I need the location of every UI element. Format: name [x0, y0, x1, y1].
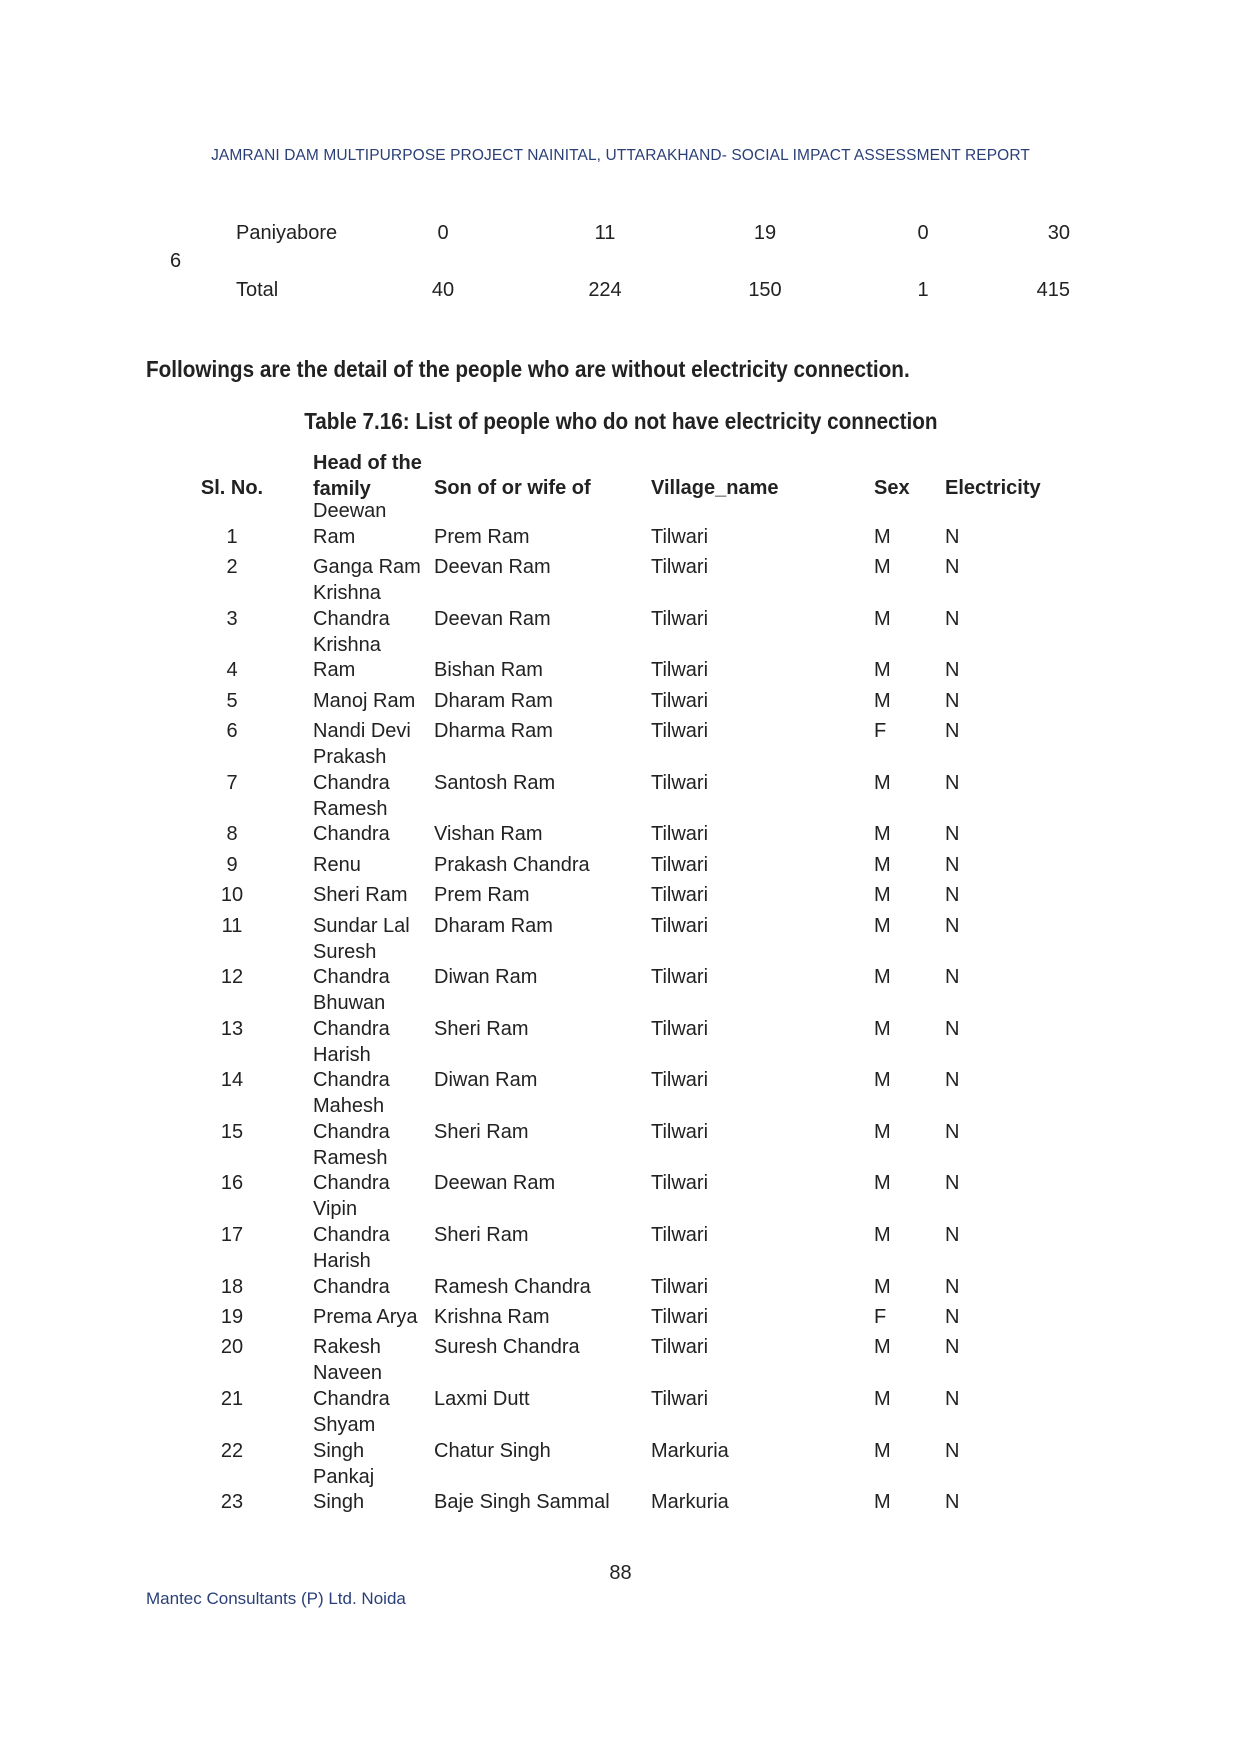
table-row — [0, 1148, 1241, 1200]
row-son-or-wife-of: Prakash Chandra — [434, 853, 590, 876]
row-sl-no: 13 — [220, 1017, 244, 1040]
row-sl-no: 14 — [220, 1069, 244, 1092]
table-row — [0, 1200, 1241, 1252]
row-son-or-wife-of: Dharma Ram — [434, 720, 553, 743]
row-sex: M — [874, 966, 891, 989]
row-sex: M — [874, 1491, 891, 1514]
row-son-or-wife-of: Diwan Ram — [434, 966, 538, 989]
table-row — [0, 748, 1241, 800]
table-caption-text: Table 7.16: List of people who do not have electricity connection — [303, 408, 938, 434]
row-village-name: Tilwari — [651, 966, 709, 989]
row-electricity: N — [945, 853, 960, 876]
row-village-name: Tilwari — [651, 823, 709, 846]
footer-text: Mantec Consultants (P) Ltd. Noida — [146, 1589, 406, 1608]
row-sex: M — [874, 853, 891, 876]
row-village-name: Tilwari — [651, 607, 709, 630]
table-row — [0, 553, 1241, 583]
row-son-or-wife-of: Sheri Ram — [434, 1017, 529, 1040]
table-row — [0, 500, 1241, 553]
row-village-name: Tilwari — [651, 556, 709, 579]
row-head-of-family: Sheri Ram — [313, 884, 408, 907]
table-row — [0, 1252, 1241, 1304]
row-village-name: Tilwari — [651, 1306, 709, 1329]
row-sex: M — [874, 1439, 891, 1462]
table-row — [0, 1467, 1241, 1519]
row-head-of-family: Manoj Ram — [313, 689, 416, 712]
row-village-name: Tilwari — [651, 1388, 709, 1411]
row-village-name: Tilwari — [651, 525, 709, 548]
row-son-or-wife-of: Diwan Ram — [434, 1069, 538, 1092]
table-body — [0, 500, 1241, 1519]
row-electricity: N — [945, 1120, 960, 1143]
row-sex: M — [874, 1017, 891, 1040]
table-row — [0, 799, 1241, 851]
row-son-or-wife-of: Vishan Ram — [434, 823, 543, 846]
row-head-of-family: Krishna Chandra — [313, 582, 390, 630]
row-sl-no: 5 — [226, 689, 238, 712]
row-village-name: Tilwari — [651, 1120, 709, 1143]
row-head-of-family: Rakesh — [313, 1336, 381, 1359]
column-header-son-or-wife-of: Son of or wife of — [434, 477, 591, 499]
row-son-or-wife-of: Deewan Ram — [434, 1172, 556, 1195]
row-village-name: Markuria — [651, 1491, 729, 1514]
row-son-or-wife-of: Ramesh Chandra — [434, 1275, 591, 1298]
row-son-or-wife-of: Krishna Ram — [434, 1306, 550, 1329]
row-sex: M — [874, 914, 891, 937]
row-sl-no: 12 — [220, 966, 244, 989]
row-electricity: N — [945, 1336, 960, 1359]
row-son-or-wife-of: Laxmi Dutt — [434, 1388, 530, 1411]
row-electricity: N — [945, 914, 960, 937]
row-son-or-wife-of: Deevan Ram — [434, 607, 551, 630]
row-electricity: N — [945, 1306, 960, 1329]
row-head-of-family: Prema Arya — [313, 1306, 418, 1329]
row-head-of-family: Ramesh Chandra — [313, 797, 390, 846]
summary-row-name: Total — [236, 279, 279, 301]
row-sex: M — [874, 607, 891, 630]
row-sex: M — [874, 771, 891, 794]
row-sex: M — [874, 1388, 891, 1411]
table-row — [0, 584, 1241, 636]
row-sl-no: 17 — [220, 1224, 244, 1247]
row-head-of-family: Bhuwan Chandra — [313, 992, 390, 1040]
row-son-or-wife-of: Sheri Ram — [434, 1120, 529, 1143]
row-head-of-family: Nandi Devi — [313, 720, 411, 743]
row-electricity: N — [945, 1275, 960, 1298]
table-row — [0, 687, 1241, 717]
report-header: JAMRANI DAM MULTIPURPOSE PROJECT NAINITAL, UTTARAKHAND- SOCIAL IMPACT ASSESSMENT REPORT — [211, 147, 1030, 164]
column-header-sl-no: Sl. No. — [200, 477, 264, 499]
row-sex: F — [874, 720, 887, 743]
summary-serial: 6 — [170, 250, 182, 272]
summary-cell: 1 — [917, 279, 929, 301]
row-sl-no: 3 — [226, 607, 238, 630]
row-sex: M — [874, 884, 891, 907]
row-electricity: N — [945, 689, 960, 712]
row-sl-no: 18 — [220, 1275, 244, 1298]
table-row — [0, 717, 1241, 747]
row-head-of-family: Naveen Chandra — [313, 1362, 390, 1411]
row-village-name: Tilwari — [651, 1017, 709, 1040]
row-village-name: Tilwari — [651, 1275, 709, 1298]
row-sex: M — [874, 556, 891, 579]
row-electricity: N — [945, 1491, 960, 1514]
row-electricity: N — [945, 720, 960, 743]
row-son-or-wife-of: Suresh Chandra — [434, 1336, 580, 1359]
summary-cell: 40 — [431, 279, 455, 301]
table-row — [0, 1416, 1241, 1468]
row-head-of-family: Harish Chandra — [313, 1043, 390, 1092]
table-row — [0, 994, 1241, 1046]
row-sex: M — [874, 689, 891, 712]
row-head-of-family: Mahesh Chandra — [313, 1095, 390, 1143]
row-head-of-family: Sundar Lal — [313, 914, 410, 937]
row-village-name: Tilwari — [651, 771, 709, 794]
row-electricity: N — [945, 1439, 960, 1462]
column-header-village-name: Village_name — [651, 477, 779, 499]
row-sl-no: 16 — [220, 1172, 244, 1195]
row-electricity: N — [945, 1069, 960, 1092]
row-son-or-wife-of: Deevan Ram — [434, 556, 551, 579]
summary-cell: 0 — [437, 222, 449, 244]
column-header-sex: Sex — [874, 477, 910, 499]
row-head-of-family: Krishna Ram — [313, 633, 381, 682]
row-head-of-family: Ganga Ram — [313, 556, 421, 579]
row-village-name: Tilwari — [651, 689, 709, 712]
row-electricity: N — [945, 884, 960, 907]
row-village-name: Markuria — [651, 1439, 729, 1462]
row-electricity: N — [945, 1017, 960, 1040]
row-village-name: Tilwari — [651, 1224, 709, 1247]
row-sex: M — [874, 525, 891, 548]
summary-cell: 19 — [753, 222, 777, 244]
row-sl-no: 1 — [226, 525, 238, 548]
row-sl-no: 19 — [220, 1306, 244, 1329]
row-electricity: N — [945, 659, 960, 682]
table-row — [0, 912, 1241, 942]
row-electricity: N — [945, 823, 960, 846]
row-head-of-family: Suresh Chandra — [313, 940, 390, 989]
row-son-or-wife-of: Dharam Ram — [434, 914, 553, 937]
summary-cell: 224 — [588, 279, 622, 301]
row-village-name: Tilwari — [651, 884, 709, 907]
table-row — [0, 1045, 1241, 1097]
row-sex: M — [874, 1224, 891, 1247]
row-sl-no: 23 — [220, 1491, 244, 1514]
row-sl-no: 7 — [226, 771, 238, 794]
row-head-of-family: Renu — [313, 853, 361, 876]
row-son-or-wife-of: Chatur Singh — [434, 1439, 551, 1462]
table-caption — [0, 408, 1241, 435]
row-son-or-wife-of: Prem Ram — [434, 525, 530, 548]
row-head-of-family: Prakash Chandra — [313, 746, 390, 794]
table-row — [0, 1097, 1241, 1149]
row-sex: M — [874, 1172, 891, 1195]
row-son-or-wife-of: Santosh Ram — [434, 771, 556, 794]
row-village-name: Tilwari — [651, 1069, 709, 1092]
row-son-or-wife-of: Baje Singh Sammal — [434, 1491, 610, 1514]
row-electricity: N — [945, 607, 960, 630]
summary-cell: 415 — [1036, 279, 1070, 301]
row-sl-no: 6 — [226, 720, 238, 743]
summary-table — [150, 217, 1070, 307]
row-head-of-family: Harish Chandra — [313, 1250, 390, 1298]
table-row — [0, 1334, 1241, 1364]
row-electricity: N — [945, 556, 960, 579]
row-village-name: Tilwari — [651, 1172, 709, 1195]
summary-row-name: Paniyabore — [236, 222, 338, 244]
row-electricity: N — [945, 1224, 960, 1247]
row-sl-no: 20 — [220, 1336, 244, 1359]
row-village-name: Tilwari — [651, 720, 709, 743]
row-village-name: Tilwari — [651, 1336, 709, 1359]
summary-cell: 150 — [748, 279, 782, 301]
row-head-of-family: Ramesh Chandra — [313, 1146, 390, 1195]
row-head-of-family: Shyam Singh — [313, 1414, 376, 1462]
row-village-name: Tilwari — [651, 659, 709, 682]
column-header-head-of-family: Head of the family — [313, 452, 422, 500]
row-son-or-wife-of: Bishan Ram — [434, 659, 543, 682]
column-header-electricity: Electricity — [945, 477, 1041, 499]
row-head-of-family: Deewan Ram — [313, 500, 387, 548]
row-son-or-wife-of: Prem Ram — [434, 884, 530, 907]
row-sl-no: 10 — [220, 884, 244, 907]
table-row — [0, 635, 1241, 687]
row-sl-no: 2 — [226, 556, 238, 579]
row-sl-no: 8 — [226, 823, 238, 846]
row-sex: M — [874, 1336, 891, 1359]
row-sex: M — [874, 659, 891, 682]
row-head-of-family: Pankaj Singh — [313, 1465, 375, 1514]
row-electricity: N — [945, 525, 960, 548]
summary-cell: 11 — [594, 222, 616, 244]
row-electricity: N — [945, 966, 960, 989]
row-head-of-family: Vipin Chandra — [313, 1198, 390, 1247]
row-sl-no: 9 — [226, 853, 238, 876]
row-sl-no: 11 — [221, 914, 243, 937]
row-sl-no: 21 — [220, 1388, 244, 1411]
row-electricity: N — [945, 771, 960, 794]
row-sex: M — [874, 823, 891, 846]
table-header-row — [0, 447, 1241, 523]
row-sl-no: 4 — [226, 659, 238, 682]
row-village-name: Tilwari — [651, 853, 709, 876]
summary-cell: 0 — [917, 222, 929, 244]
row-sl-no: 22 — [220, 1439, 244, 1462]
row-electricity: N — [945, 1388, 960, 1411]
table-row — [0, 942, 1241, 994]
row-sex: M — [874, 1069, 891, 1092]
row-village-name: Tilwari — [651, 914, 709, 937]
intro-text: Followings are the detail of the people who are without electricity connection. — [146, 356, 910, 382]
row-son-or-wife-of: Sheri Ram — [434, 1224, 529, 1247]
row-electricity: N — [945, 1172, 960, 1195]
summary-cell: 30 — [1047, 222, 1070, 244]
row-sex: M — [874, 1275, 891, 1298]
table-row — [0, 881, 1241, 911]
row-son-or-wife-of: Dharam Ram — [434, 689, 553, 712]
table-row — [0, 1364, 1241, 1416]
row-sex: M — [874, 1120, 891, 1143]
row-sex: F — [874, 1306, 887, 1329]
row-sl-no: 15 — [220, 1120, 244, 1143]
table-row — [0, 851, 1241, 881]
table-row — [0, 1303, 1241, 1333]
page-number: 88 — [609, 1562, 632, 1584]
